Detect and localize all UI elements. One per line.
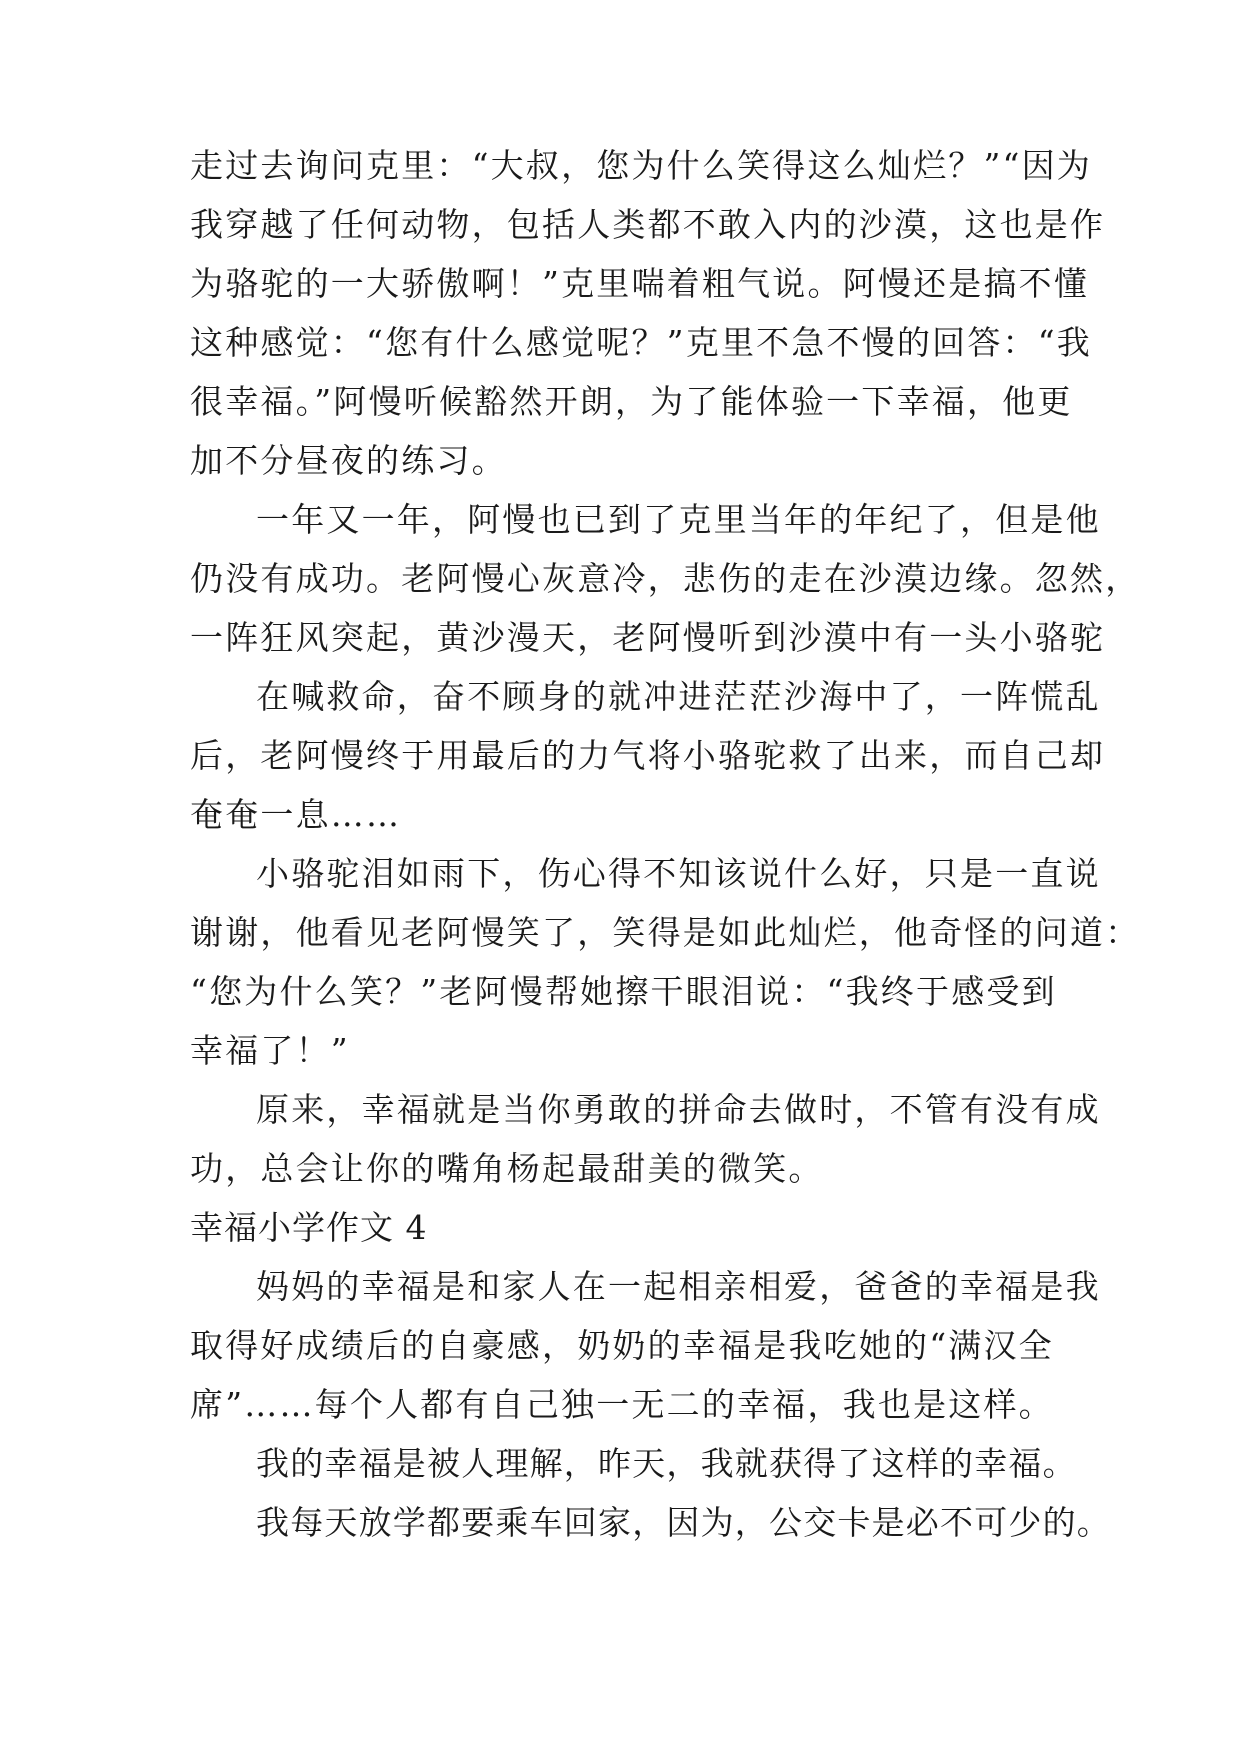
text-line: 为骆驼的一大骄傲啊！”克里喘着粗气说。阿慢还是搞不懂 (190, 264, 1090, 303)
section-heading: 幸福小学作文 4 (190, 1208, 428, 1247)
paragraph-first-line: 妈妈的幸福是和家人在一起相亲相爱，爸爸的幸福是我 (256, 1267, 1101, 1306)
text-line: 功，总会让你的嘴角杨起最甜美的微笑。 (190, 1149, 824, 1188)
paragraph-first-line: 一年又一年，阿慢也已到了克里当年的年纪了，但是他 (256, 500, 1101, 539)
text-line: 一阵狂风突起，黄沙漫天，老阿慢听到沙漠中有一头小骆驼 (190, 618, 1106, 657)
text-line: 仍没有成功。老阿慢心灰意冷，悲伤的走在沙漠边缘。忽然， (190, 559, 1141, 598)
text-line: 席”……每个人都有自己独一无二的幸福，我也是这样。 (190, 1385, 1054, 1424)
paragraph-first-line: 在喊救命，奋不顾身的就冲进茫茫沙海中了，一阵慌乱 (256, 677, 1101, 716)
text-line: 加不分昼夜的练习。 (190, 441, 507, 480)
text-line: 后，老阿慢终于用最后的力气将小骆驼救了出来，而自己却 (190, 736, 1106, 775)
text-line: 我穿越了任何动物，包括人类都不敢入内的沙漠，这也是作 (190, 205, 1106, 244)
text-line: 奄奄一息…… (190, 795, 402, 834)
text-line: 取得好成绩后的自豪感，奶奶的幸福是我吃她的“满汉全 (190, 1326, 1054, 1365)
paragraph-first-line: 原来，幸福就是当你勇敢的拼命去做时，不管有没有成 (256, 1090, 1101, 1129)
paragraph-first-line: 我每天放学都要乘车回家，因为，公交卡是必不可少的。 (256, 1503, 1111, 1542)
text-line: 谢谢，他看见老阿慢笑了，笑得是如此灿烂，他奇怪的问道： (190, 913, 1141, 952)
text-line: “您为什么笑？”老阿慢帮她擦干眼泪说：“我终于感受到 (190, 972, 1057, 1011)
paragraph-first-line: 小骆驼泪如雨下，伤心得不知该说什么好，只是一直说 (256, 854, 1101, 893)
paragraph-first-line: 我的幸福是被人理解，昨天，我就获得了这样的幸福。 (256, 1444, 1077, 1483)
text-line: 幸福了！” (190, 1031, 350, 1070)
text-line: 很幸福。”阿慢听候豁然开朗，为了能体验一下幸福，他更 (190, 382, 1073, 421)
text-line: 这种感觉：“您有什么感觉呢？”克里不急不慢的回答：“我 (190, 323, 1093, 362)
text-line: 走过去询问克里：“大叔，您为什么笑得这么灿烂？”“因为 (190, 146, 1093, 185)
